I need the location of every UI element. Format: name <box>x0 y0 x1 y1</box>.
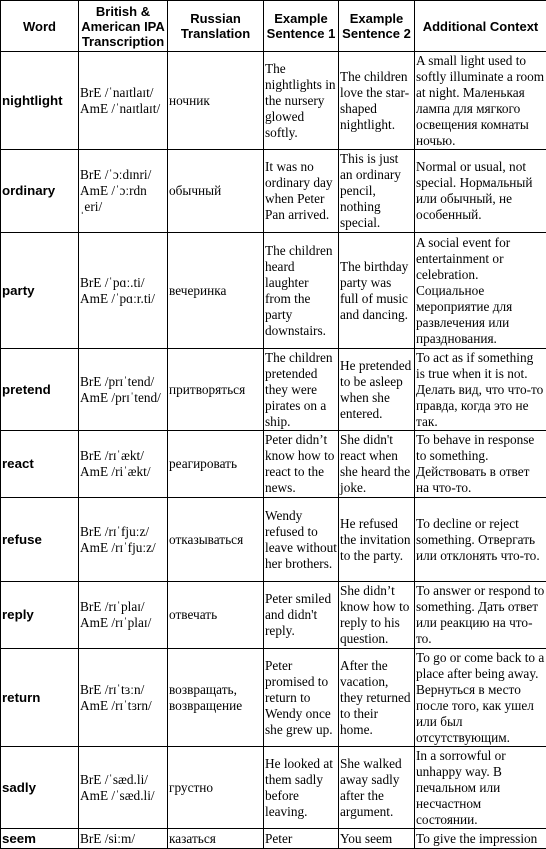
example-2-cell: This is just an ordinary pencil, nothing special. <box>339 150 415 233</box>
context-cell: To answer or respond to something. Дать ответ или реакцию на что-то. <box>415 582 546 649</box>
word-cell: seem <box>1 829 79 849</box>
example-1-cell: Peter promised to return to Wendy once she grew up. <box>264 649 339 747</box>
example-2-cell: The birthday party was full of music and dancing. <box>339 233 415 349</box>
word-cell: reply <box>1 582 79 649</box>
ipa-cell: BrE /rɪˈækt/ AmE /riˈækt/ <box>79 431 168 498</box>
russian-cell: казаться <box>168 829 264 849</box>
example-1-cell: Peter didn’t know how to react to the news. <box>264 431 339 498</box>
table-row <box>1 829 546 849</box>
russian-cell: притворяться <box>168 349 264 431</box>
example-2-cell: After the vacation, they returned to their home. <box>339 649 415 747</box>
table-row <box>1 582 546 649</box>
context-cell: A social event for entertainment or celebration. Социальное мероприятие для развлечения или празднования. <box>415 233 546 349</box>
example-2-cell: He refused the invitation to the party. <box>339 498 415 582</box>
word-cell: nightlight <box>1 52 79 150</box>
context-cell: Normal or usual, not special. Нормальный или обычный, не особенный. <box>415 150 546 233</box>
example-2-cell: He pretended to be asleep when she entered. <box>339 349 415 431</box>
example-1-cell: Peter <box>264 829 339 849</box>
example-1-cell: He looked at them sadly before leaving. <box>264 747 339 829</box>
ipa-cell: BrE /ˈsæd.li/ AmE /ˈsæd.li/ <box>79 747 168 829</box>
ipa-cell: BrE /prɪˈtend/ AmE /prɪˈtend/ <box>79 349 168 431</box>
ipa-cell: BrE /ˈpɑː.ti/ AmE /ˈpɑːr.ti/ <box>79 233 168 349</box>
word-cell: pretend <box>1 349 79 431</box>
example-2-cell: You seem <box>339 829 415 849</box>
header-context: Additional Context <box>415 1 546 52</box>
header-ipa: British & American IPA Transcription <box>79 1 168 52</box>
russian-cell: ночник <box>168 52 264 150</box>
word-cell: ordinary <box>1 150 79 233</box>
table-row <box>1 498 546 582</box>
word-cell: refuse <box>1 498 79 582</box>
table-row <box>1 349 546 431</box>
word-cell: sadly <box>1 747 79 829</box>
context-cell: A small light used to softly illuminate a room at night. Маленькая лампа для мягкого освещения комнаты ночью. <box>415 52 546 150</box>
example-1-cell: The children pretended they were pirates on a ship. <box>264 349 339 431</box>
russian-cell: вечеринка <box>168 233 264 349</box>
header-russian: Russian Translation <box>168 1 264 52</box>
table-row <box>1 233 546 349</box>
header-example-2: Example Sentence 2 <box>339 1 415 52</box>
table-row <box>1 649 546 747</box>
table-row <box>1 150 546 233</box>
example-1-cell: Peter smiled and didn't reply. <box>264 582 339 649</box>
word-cell: party <box>1 233 79 349</box>
example-1-cell: Wendy refused to leave without her brothers. <box>264 498 339 582</box>
russian-cell: грустно <box>168 747 264 829</box>
header-row <box>1 1 546 52</box>
ipa-cell: BrE /ˈnaɪtlaɪt/ AmE /ˈnaɪtlaɪt/ <box>79 52 168 150</box>
ipa-cell: BrE /ˈɔːdɪnri/ AmE /ˈɔːrdn ˌeri/ <box>79 150 168 233</box>
ipa-cell: BrE /rɪˈtɜːn/ AmE /rɪˈtɜrn/ <box>79 649 168 747</box>
ipa-cell: BrE /rɪˈplaɪ/ AmE /rɪˈplaɪ/ <box>79 582 168 649</box>
context-cell: To act as if something is true when it is not. Делать вид, что что-то правда, когда это не так. <box>415 349 546 431</box>
table-row <box>1 52 546 150</box>
table-row <box>1 747 546 829</box>
context-cell: To behave in response to something. Действовать в ответ на что-то. <box>415 431 546 498</box>
word-cell: react <box>1 431 79 498</box>
context-cell: To go or come back to a place after being away. Вернуться в место после того, как ушел или был отсутствующим. <box>415 649 546 747</box>
russian-cell: отказываться <box>168 498 264 582</box>
context-cell: To decline or reject something. Отвергать или отклонять что-то. <box>415 498 546 582</box>
header-example-1: Example Sentence 1 <box>264 1 339 52</box>
example-2-cell: She didn't react when she heard the joke. <box>339 431 415 498</box>
russian-cell: отвечать <box>168 582 264 649</box>
context-cell: To give the impression <box>415 829 546 849</box>
example-1-cell: The nightlights in the nursery glowed softly. <box>264 52 339 150</box>
table-row <box>1 431 546 498</box>
example-2-cell: She didn’t know how to reply to his question. <box>339 582 415 649</box>
example-1-cell: It was no ordinary day when Peter Pan arrived. <box>264 150 339 233</box>
example-1-cell: The children heard laughter from the party downstairs. <box>264 233 339 349</box>
ipa-cell: BrE /rɪˈfjuːz/ AmE /rɪˈfjuːz/ <box>79 498 168 582</box>
example-2-cell: The children love the star-shaped nightlight. <box>339 52 415 150</box>
word-cell: return <box>1 649 79 747</box>
example-2-cell: She walked away sadly after the argument. <box>339 747 415 829</box>
russian-cell: реагировать <box>168 431 264 498</box>
ipa-cell: BrE /siːm/ <box>79 829 168 849</box>
context-cell: In a sorrowful or unhappy way. В печальном или несчастном состоянии. <box>415 747 546 829</box>
russian-cell: обычный <box>168 150 264 233</box>
russian-cell: возвращать, возвращение <box>168 649 264 747</box>
header-word: Word <box>1 1 79 52</box>
